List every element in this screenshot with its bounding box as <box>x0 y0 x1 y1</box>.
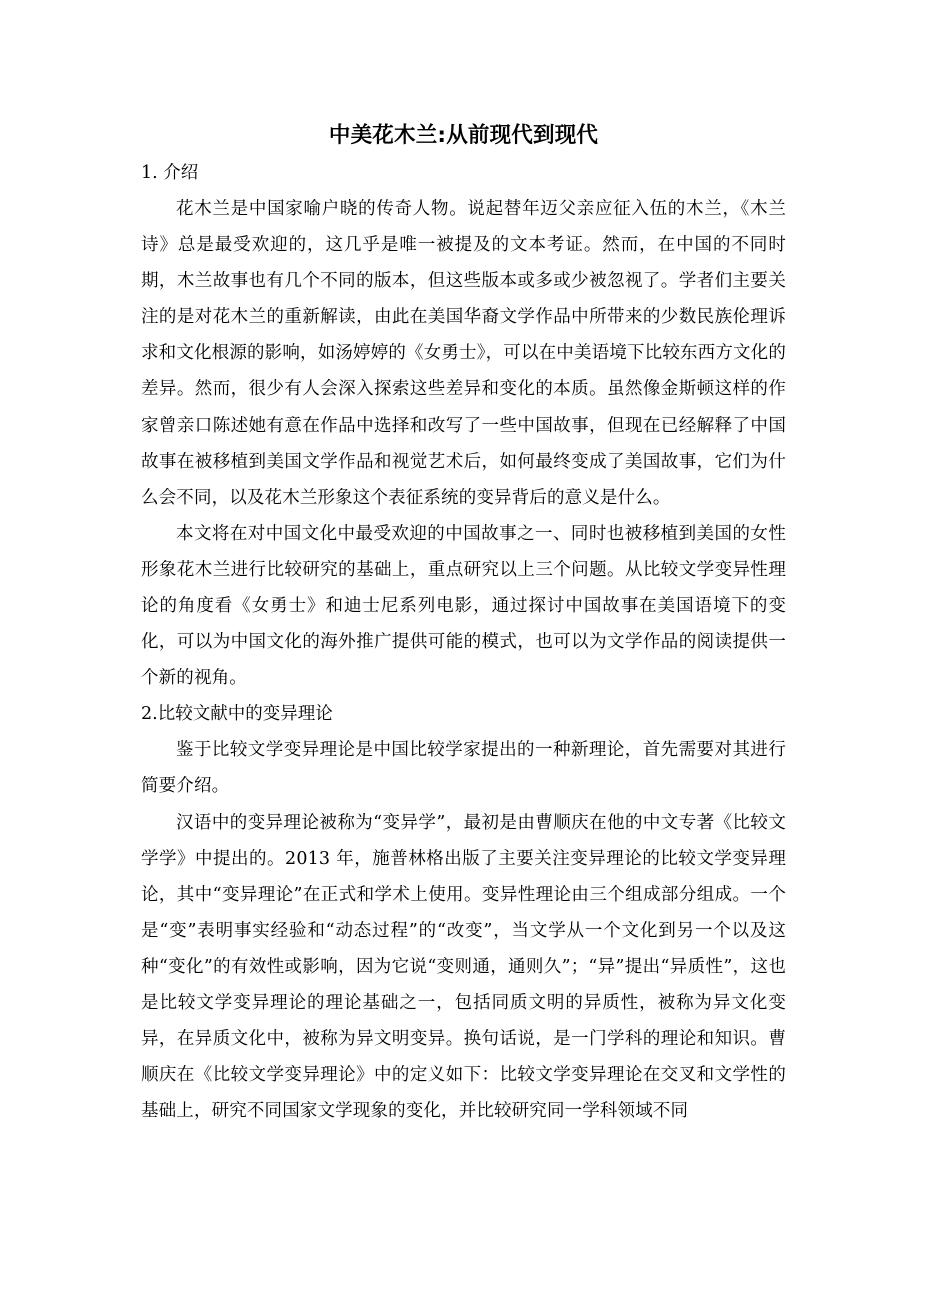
document-title: 中美花木兰:从前现代到现代 <box>328 123 599 148</box>
body-paragraph: 汉语中的变异理论被称为“变异学”，最初是由曹顺庆在他的中文专著《比较文学学》中提出的。2013 年，施普林格出版了主要关注变异理论的比较文学变异理论，其中“变异理论”在正式和学术上使用。变异性理论由三个组成部分组成。一个是“变”表明事实经验和“动态过程”的“改变”，当文学从一个文化到另一个以及这种“变化”的有效性或影响，因为它说“变则通，通则久”；“异”提出“异质性”，这也是比较文学变异理论的理论基础之一，包括同质文明的异质性，被称为异文化变异，在异质文化中，被称为异文明变异。换句话说，是一门学科的理论和知识。曹顺庆在《比较文学变异理论》中的定义如下：比较文学变异理论在交叉和文学性的基础上，研究不同国家文学现象的变化，并比较研究同一学科领域不同 <box>141 812 786 1122</box>
section-heading-variation-theory: 2.比较文献中的变异理论 <box>141 704 333 725</box>
body-paragraph: 鉴于比较文学变异理论是中国比较学家提出的一种新理论，首先需要对其进行简要介绍。 <box>141 740 786 797</box>
body-paragraph: 花木兰是中国家喻户晓的传奇人物。说起替年迈父亲应征入伍的木兰，《木兰诗》总是最受欢迎的，这几乎是唯一被提及的文本考证。然而，在中国的不同时期，木兰故事也有几个不同的版本，但这些版本或多或少被忽视了。学者们主要关注的是对花木兰的重新解读，由此在美国华裔文学作品中所带来的少数民族伦理诉求和文化根源的影响，如汤婷婷的《女勇士》，可以在中美语境下比较东西方文化的差异。然而，很少有人会深入探索这些差异和变化的本质。虽然像金斯顿这样的作家曾亲口陈述她有意在作品中选择和改写了一些中国故事，但现在已经解释了中国故事在被移植到美国文学作品和视觉艺术后，如何最终变成了美国故事，它们为什么会不同，以及花木兰形象这个表征系统的变异背后的意义是什么。 <box>141 199 786 508</box>
body-paragraph: 本文将在对中国文化中最受欢迎的中国故事之一、同时也被移植到美国的女性形象花木兰进行比较研究的基础上，重点研究以上三个问题。从比较文学变异性理论的角度看《女勇士》和迪士尼系列电影，通过探讨中国故事在美国语境下的变化，可以为中国文化的海外推广提供可能的模式，也可以为文学作品的阅读提供一个新的视角。 <box>141 523 786 689</box>
document-page <box>141 118 786 1129</box>
section-heading-introduction: 1. 介绍 <box>141 163 199 183</box>
